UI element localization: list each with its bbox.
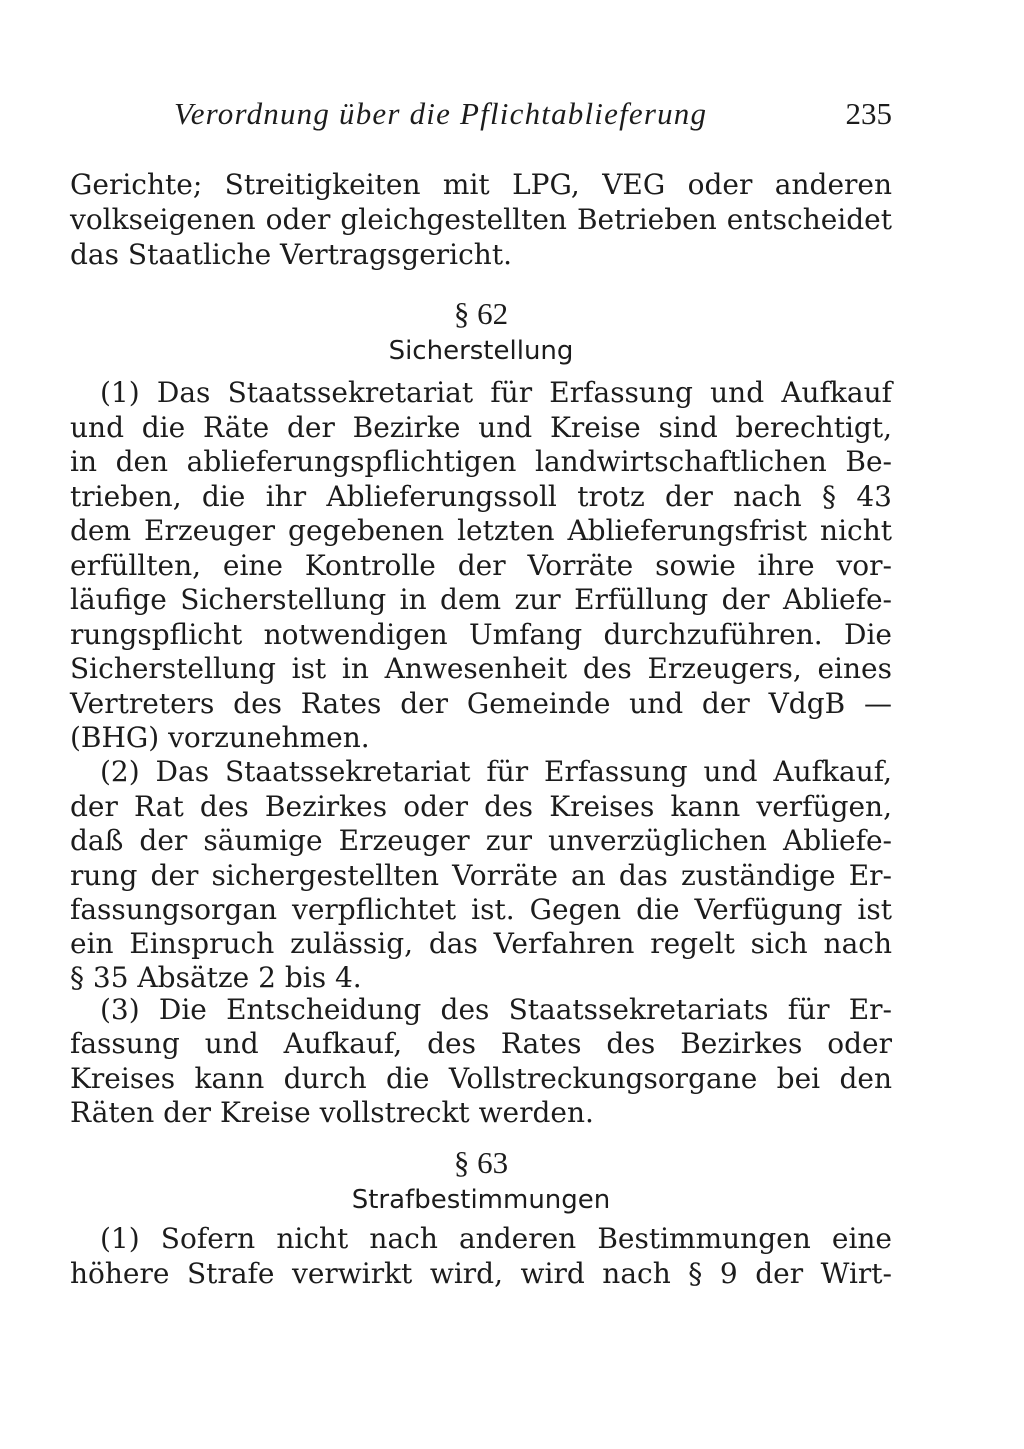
text-line: volkseigenen oder gleichgestellten Betrieben entscheidet: [70, 203, 892, 236]
text-line: (BHG) vorzunehmen.: [70, 721, 370, 754]
running-title: Verordnung über die Pflichtablieferung: [174, 96, 708, 131]
text-line: der Rat des Bezirkes oder des Kreises kann verfügen,: [70, 790, 892, 823]
text-line: trieben, die ihr Ablieferungssoll trotz der nach § 43: [70, 480, 892, 513]
text-line: daß der säumige Erzeuger zur unverzüglichen Abliefe-: [70, 824, 892, 857]
text-line: dem Erzeuger gegebenen letzten Ablieferungsfrist nicht: [70, 514, 892, 547]
text-line: das Staatliche Vertragsgericht.: [70, 238, 512, 271]
text-line: in den ablieferungspflichtigen landwirtschaftlichen Be-: [70, 445, 892, 478]
text-line: erfüllten, eine Kontrolle der Vorräte sowie ihre vor-: [70, 549, 892, 582]
text-line: und die Räte der Bezirke und Kreise sind berechtigt,: [70, 411, 892, 444]
text-line: (1) Sofern nicht nach anderen Bestimmungen eine: [100, 1222, 892, 1255]
text-line: Sicherstellung ist in Anwesenheit des Erzeugers, eines: [70, 652, 892, 685]
text-line: (2) Das Staatssekretariat für Erfassung und Aufkauf,: [100, 755, 892, 788]
text-line: ein Einspruch zulässig, das Verfahren regelt sich nach: [70, 927, 892, 960]
page-number: 235: [845, 96, 892, 131]
text-line: höhere Strafe verwirkt wird, wird nach § 9 der Wirt-: [70, 1257, 892, 1290]
text-line: Kreises kann durch die Vollstreckungsorgane bei den: [70, 1062, 892, 1095]
section-title-63: Strafbestimmungen: [351, 1185, 611, 1215]
text-line: § 35 Absätze 2 bis 4.: [70, 961, 362, 994]
running-header: [70, 96, 892, 140]
text-line: fassungsorgan verpflichtet ist. Gegen die Verfügung ist: [70, 893, 892, 926]
text-line: rung der sichergestellten Vorräte an das zuständige Er-: [70, 859, 892, 892]
section-mark-62: § 62: [453, 296, 509, 331]
text-line: Vertreters des Rates der Gemeinde und der VdgB —: [70, 687, 892, 720]
text-line: (3) Die Entscheidung des Staatssekretariats für Er-: [100, 993, 892, 1026]
text-line: rungspflicht notwendigen Umfang durchzuführen. Die: [70, 618, 892, 651]
text-line: Räten der Kreise vollstreckt werden.: [70, 1096, 594, 1129]
text-line: fassung und Aufkauf, des Rates des Bezirkes oder: [70, 1027, 892, 1060]
text-line: (1) Das Staatssekretariat für Erfassung und Aufkauf: [100, 376, 892, 409]
text-line: läufige Sicherstellung in dem zur Erfüllung der Abliefe-: [70, 583, 892, 616]
section-title-62: Sicherstellung: [388, 336, 574, 366]
section-mark-63: § 63: [453, 1145, 509, 1180]
text-line: Gerichte; Streitigkeiten mit LPG, VEG oder anderen: [70, 168, 892, 201]
